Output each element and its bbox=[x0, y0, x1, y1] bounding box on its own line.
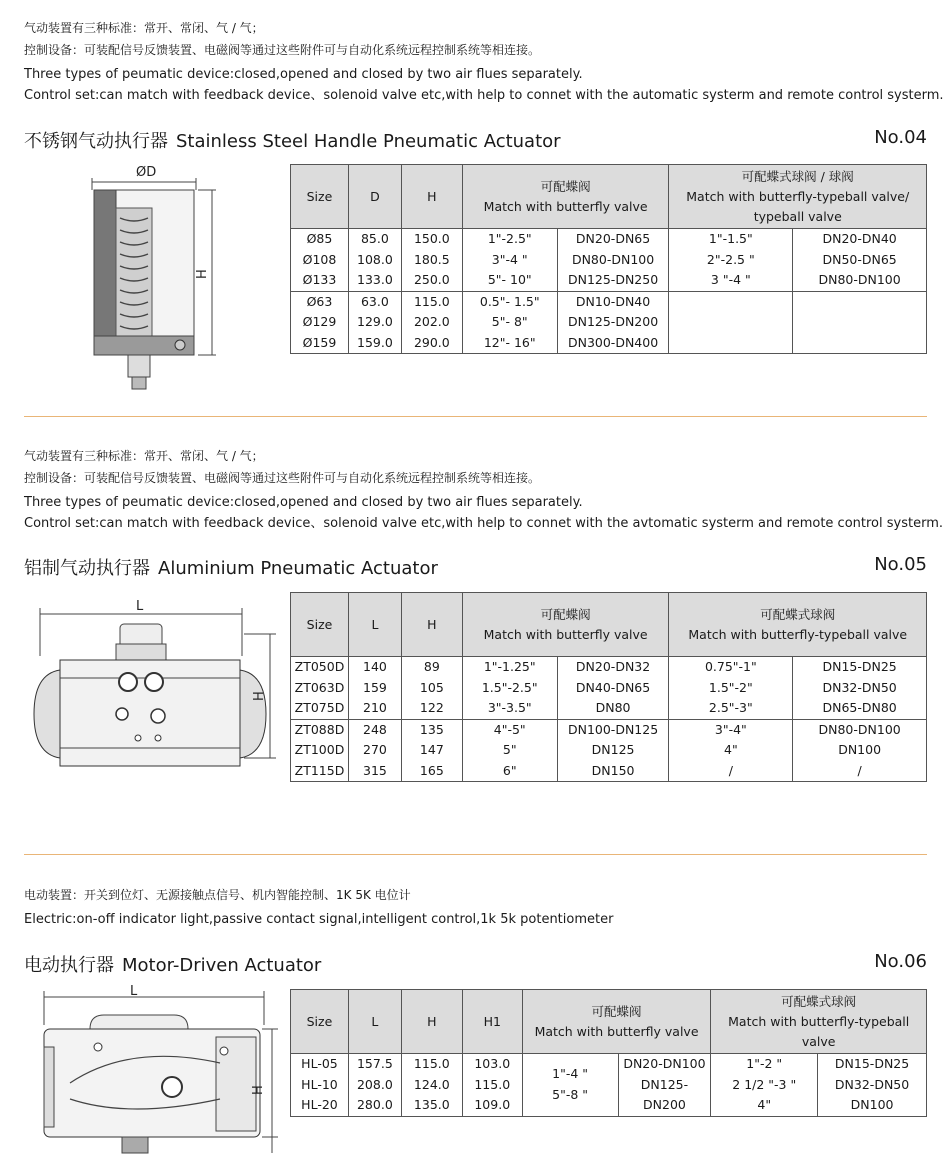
table-row bbox=[291, 761, 927, 782]
table-cell: 208.0 bbox=[348, 1075, 401, 1096]
table-cell: 1"-2.5" bbox=[462, 229, 557, 250]
dimension-label-height: H bbox=[251, 1085, 266, 1095]
table-cell: 159 bbox=[348, 678, 401, 699]
table-cell: 115.0 bbox=[462, 1075, 522, 1096]
table-cell: ZT100D bbox=[291, 740, 349, 761]
table-cell: 133.0 bbox=[348, 270, 401, 291]
table-cell bbox=[793, 333, 927, 354]
spec-table bbox=[290, 989, 927, 1117]
table-row bbox=[291, 698, 927, 719]
table-cell: DN80-DN100 bbox=[793, 270, 927, 291]
table-cell: 0.5"- 1.5" bbox=[462, 291, 557, 312]
table-row bbox=[291, 229, 927, 250]
table-cell: DN50-DN65 bbox=[793, 250, 927, 271]
intro-zh-line-1: 气动装置有三种标准：常开、常闭、气 / 气； bbox=[24, 21, 264, 35]
table-cell: / bbox=[793, 761, 927, 782]
header-h: H bbox=[401, 593, 462, 657]
table-cell: ZT115D bbox=[291, 761, 349, 782]
table-cell: 3"-3.5" bbox=[462, 698, 557, 719]
table-cell: DN20-DN32 bbox=[557, 657, 669, 678]
table-cell: HL-10 bbox=[291, 1075, 349, 1096]
section-divider bbox=[24, 854, 927, 855]
intro-en-line-1: Three types of peumatic device:closed,opened and closed by two air flues separately. bbox=[24, 67, 583, 82]
table-cell: DN100 bbox=[818, 1095, 927, 1116]
table-cell: DN40-DN65 bbox=[557, 678, 669, 699]
table-row bbox=[291, 1054, 927, 1075]
table-row bbox=[291, 250, 927, 271]
intro-zh-line-1: 气动装置有三种标准：常开、常闭、气 / 气； bbox=[24, 449, 264, 463]
table-cell: 85.0 bbox=[348, 229, 401, 250]
table-cell: DN15-DN25 bbox=[793, 657, 927, 678]
table-cell: 1"-2 " bbox=[711, 1054, 818, 1075]
motor-actuator-drawing bbox=[30, 985, 280, 1155]
intro-en-line-1: Three types of peumatic device:closed,opened and closed by two air flues separately. bbox=[24, 495, 583, 510]
table-cell: 165 bbox=[401, 761, 462, 782]
intro-zh-line-2: 控制设备：可装配信号反馈装置、电磁阀等通过这些附件可与自动化系统远程控制系统等相连接。 bbox=[24, 43, 541, 57]
table-cell: DN20-DN40 bbox=[793, 229, 927, 250]
table-cell: 1"-1.5" bbox=[669, 229, 793, 250]
table-cell: 135.0 bbox=[401, 1095, 462, 1116]
stainless-actuator-drawing bbox=[70, 160, 270, 400]
header-butterfly-ball-valve: 可配蝶式球阀 / 球阀 Match with butterfly-typeball valve/ typeball valve bbox=[669, 165, 927, 229]
table-cell: DN20-DN100 bbox=[618, 1054, 711, 1075]
table-cell: 105 bbox=[401, 678, 462, 699]
section-title-en: Motor-Driven Actuator bbox=[122, 955, 322, 976]
section-title-zh: 铝制气动执行器 bbox=[24, 558, 150, 579]
header-butterfly-valve: 可配蝶阀 Match with butterfly valve bbox=[522, 990, 711, 1054]
section-title-en: Stainless Steel Handle Pneumatic Actuator bbox=[176, 131, 561, 152]
table-cell: 108.0 bbox=[348, 250, 401, 271]
table-cell: Ø108 bbox=[291, 250, 349, 271]
table-cell: 5" bbox=[462, 740, 557, 761]
table-cell: DN80 bbox=[557, 698, 669, 719]
spec-table bbox=[290, 592, 927, 782]
table-cell: 1"-1.25" bbox=[462, 657, 557, 678]
table-cell: 4" bbox=[711, 1095, 818, 1116]
header-d: D bbox=[348, 165, 401, 229]
table-row bbox=[291, 291, 927, 312]
spec-table-body bbox=[291, 657, 927, 782]
table-cell-merged-inch: 1"-4 " 5"-8 " bbox=[522, 1054, 618, 1117]
table-cell: 135 bbox=[401, 719, 462, 740]
table-cell: DN150 bbox=[557, 761, 669, 782]
table-row bbox=[291, 678, 927, 699]
header-size: Size bbox=[291, 165, 349, 229]
table-cell: 103.0 bbox=[462, 1054, 522, 1075]
table-cell: DN15-DN25 bbox=[818, 1054, 927, 1075]
table-cell: DN200 bbox=[618, 1095, 711, 1116]
table-cell: ZT075D bbox=[291, 698, 349, 719]
dimension-label-length: L bbox=[130, 985, 138, 999]
section-title-row bbox=[24, 127, 927, 153]
table-cell: DN100-DN125 bbox=[557, 719, 669, 740]
header-l: L bbox=[348, 593, 401, 657]
table-cell bbox=[669, 312, 793, 333]
table-cell: 115.0 bbox=[401, 1054, 462, 1075]
table-cell: DN32-DN50 bbox=[818, 1075, 927, 1096]
intro-en-line-1: Electric:on-off indicator light,passive contact signal,intelligent control,1k 5k potentiometer bbox=[24, 912, 614, 927]
table-cell: ZT063D bbox=[291, 678, 349, 699]
dimension-label-length: L bbox=[136, 599, 144, 614]
table-cell: Ø63 bbox=[291, 291, 349, 312]
table-cell bbox=[793, 312, 927, 333]
table-cell: 109.0 bbox=[462, 1095, 522, 1116]
table-cell: Ø85 bbox=[291, 229, 349, 250]
table-cell: 250.0 bbox=[401, 270, 462, 291]
table-cell: 210 bbox=[348, 698, 401, 719]
table-cell: DN20-DN65 bbox=[557, 229, 669, 250]
dimension-label-height: H bbox=[252, 691, 267, 701]
table-cell: 180.5 bbox=[401, 250, 462, 271]
header-l: L bbox=[348, 990, 401, 1054]
section-divider bbox=[24, 416, 927, 417]
table-cell: 2.5"-3" bbox=[669, 698, 793, 719]
table-cell: DN65-DN80 bbox=[793, 698, 927, 719]
intro-zh-line-1: 电动装置：开关到位灯、无源接触点信号、机内智能控制、1K 5K 电位计 bbox=[24, 888, 411, 902]
table-cell: 5"- 10" bbox=[462, 270, 557, 291]
section-title-row bbox=[24, 554, 927, 580]
table-cell: 280.0 bbox=[348, 1095, 401, 1116]
table-cell: Ø129 bbox=[291, 312, 349, 333]
table-cell: 150.0 bbox=[401, 229, 462, 250]
table-cell: 89 bbox=[401, 657, 462, 678]
table-cell: 315 bbox=[348, 761, 401, 782]
table-cell: 147 bbox=[401, 740, 462, 761]
header-size: Size bbox=[291, 990, 349, 1054]
table-cell: DN125-DN250 bbox=[557, 270, 669, 291]
table-row bbox=[291, 333, 927, 354]
table-cell: 4" bbox=[669, 740, 793, 761]
table-cell: 290.0 bbox=[401, 333, 462, 354]
table-cell: / bbox=[669, 761, 793, 782]
table-cell: ZT050D bbox=[291, 657, 349, 678]
table-cell: 115.0 bbox=[401, 291, 462, 312]
table-cell: 2"-2.5 " bbox=[669, 250, 793, 271]
header-butterfly-ball-valve: 可配蝶式球阀 Match with butterfly-typeball valve bbox=[669, 593, 927, 657]
table-cell: Ø159 bbox=[291, 333, 349, 354]
section-number: No.06 bbox=[874, 951, 927, 972]
table-cell: DN125-DN200 bbox=[557, 312, 669, 333]
table-cell: 202.0 bbox=[401, 312, 462, 333]
header-butterfly-ball-valve: 可配蝶式球阀 Match with butterfly-typeball valve bbox=[711, 990, 927, 1054]
table-cell: 159.0 bbox=[348, 333, 401, 354]
spec-table-body bbox=[291, 229, 927, 354]
dimension-label-height: H bbox=[195, 269, 210, 279]
table-cell: HL-20 bbox=[291, 1095, 349, 1116]
dimension-label-diameter: ØD bbox=[136, 165, 157, 180]
section-number: No.04 bbox=[874, 127, 927, 148]
table-cell: 3"-4 " bbox=[462, 250, 557, 271]
section-title-zh: 不锈钢气动执行器 bbox=[24, 131, 168, 152]
table-cell: 5"- 8" bbox=[462, 312, 557, 333]
table-cell: DN32-DN50 bbox=[793, 678, 927, 699]
table-cell: DN80-DN100 bbox=[793, 719, 927, 740]
header-h: H bbox=[401, 165, 462, 229]
header-butterfly-valve: 可配蝶阀 Match with butterfly valve bbox=[462, 593, 669, 657]
table-cell: HL-05 bbox=[291, 1054, 349, 1075]
table-cell: 1.5"-2.5" bbox=[462, 678, 557, 699]
table-cell bbox=[669, 333, 793, 354]
table-cell bbox=[669, 291, 793, 312]
intro-zh-line-2: 控制设备：可装配信号反馈装置、电磁阀等通过这些附件可与自动化系统远程控制系统等相连接。 bbox=[24, 471, 541, 485]
table-row bbox=[291, 719, 927, 740]
table-cell: DN125 bbox=[557, 740, 669, 761]
table-cell: 157.5 bbox=[348, 1054, 401, 1075]
table-cell: 12"- 16" bbox=[462, 333, 557, 354]
table-cell bbox=[793, 291, 927, 312]
section-title-zh: 电动执行器 bbox=[24, 955, 114, 976]
header-h1: H1 bbox=[462, 990, 522, 1054]
table-row bbox=[291, 740, 927, 761]
spec-table bbox=[290, 164, 927, 354]
table-cell: 124.0 bbox=[401, 1075, 462, 1096]
header-butterfly-valve: 可配蝶阀 Match with butterfly valve bbox=[462, 165, 669, 229]
table-cell: DN100 bbox=[793, 740, 927, 761]
table-row bbox=[291, 312, 927, 333]
intro-en-line-2: Control set:can match with feedback device、solenoid valve etc,with help to connet with the automatic systerm and remote control systerm. bbox=[24, 88, 944, 103]
table-cell: 122 bbox=[401, 698, 462, 719]
table-cell: 1.5"-2" bbox=[669, 678, 793, 699]
section-title-row bbox=[24, 951, 927, 977]
table-cell: 3"-4" bbox=[669, 719, 793, 740]
section-number: No.05 bbox=[874, 554, 927, 575]
table-row bbox=[291, 657, 927, 678]
section-title-en: Aluminium Pneumatic Actuator bbox=[158, 558, 438, 579]
table-cell: 3 "-4 " bbox=[669, 270, 793, 291]
table-cell: 140 bbox=[348, 657, 401, 678]
table-cell: ZT088D bbox=[291, 719, 349, 740]
table-cell: 0.75"-1" bbox=[669, 657, 793, 678]
table-row bbox=[291, 270, 927, 291]
table-cell: 2 1/2 "-3 " bbox=[711, 1075, 818, 1096]
table-cell: 4"-5" bbox=[462, 719, 557, 740]
table-cell: 270 bbox=[348, 740, 401, 761]
header-size: Size bbox=[291, 593, 349, 657]
table-cell: DN80-DN100 bbox=[557, 250, 669, 271]
table-cell: DN125- bbox=[618, 1075, 711, 1096]
header-h: H bbox=[401, 990, 462, 1054]
table-cell: 129.0 bbox=[348, 312, 401, 333]
table-cell: 6" bbox=[462, 761, 557, 782]
intro-en-line-2: Control set:can match with feedback device、solenoid valve etc,with help to connet with the avtomatic systerm and remote control systerm. bbox=[24, 516, 943, 531]
table-cell: Ø133 bbox=[291, 270, 349, 291]
table-cell: 248 bbox=[348, 719, 401, 740]
spec-table-body bbox=[291, 1054, 927, 1117]
table-cell: DN300-DN400 bbox=[557, 333, 669, 354]
table-cell: DN10-DN40 bbox=[557, 291, 669, 312]
aluminium-actuator-drawing bbox=[30, 596, 280, 781]
table-cell: 63.0 bbox=[348, 291, 401, 312]
